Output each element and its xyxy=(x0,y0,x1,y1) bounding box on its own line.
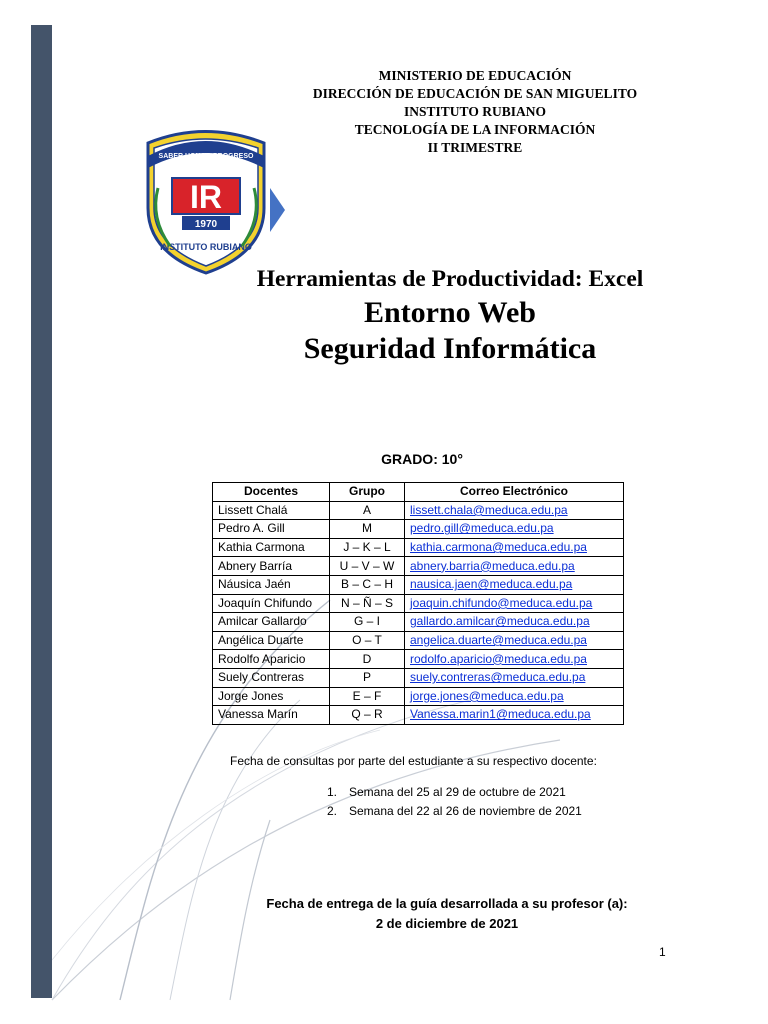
logo-name: INSTITUTO RUBIANO xyxy=(160,242,252,252)
sidebar-stripe xyxy=(31,25,52,998)
teacher-email-link[interactable]: pedro.gill@meduca.edu.pa xyxy=(405,520,624,539)
list-number: 1. xyxy=(327,785,338,799)
grade-label: GRADO: 10° xyxy=(381,451,463,467)
list-number: 2. xyxy=(327,804,338,818)
logo-motto: SABER HONOR PROGRESO xyxy=(158,153,254,160)
header-direction: DIRECCIÓN DE EDUCACIÓN DE SAN MIGUELITO xyxy=(312,86,638,101)
delivery-date: 2 de diciembre de 2021 xyxy=(375,916,519,931)
col-header-docentes: Docentes xyxy=(213,483,330,502)
teacher-email-link[interactable]: joaquin.chifundo@meduca.edu.pa xyxy=(405,594,624,613)
list-item xyxy=(327,802,582,821)
table-row xyxy=(213,613,624,632)
teacher-group: Q – R xyxy=(330,706,405,725)
table-row xyxy=(213,575,624,594)
header-ministry: MINISTERIO DE EDUCACIÓN xyxy=(378,68,572,83)
teacher-group: D xyxy=(330,650,405,669)
table-row xyxy=(213,668,624,687)
delivery-label: Fecha de entrega de la guía desarrollada a su profesor (a): xyxy=(266,896,628,911)
teacher-email-link[interactable]: Vanessa.marin1@meduca.edu.pa xyxy=(405,706,624,725)
teacher-email-link[interactable]: lissett.chala@meduca.edu.pa xyxy=(405,501,624,520)
col-header-grupo: Grupo xyxy=(330,483,405,502)
table-row xyxy=(213,650,624,669)
teacher-name: Suely Contreras xyxy=(213,668,330,687)
table-row xyxy=(213,538,624,557)
teacher-group: B – C – H xyxy=(330,575,405,594)
teacher-group: A xyxy=(330,501,405,520)
list-text: Semana del 25 al 29 de octubre de 2021 xyxy=(349,785,566,799)
institute-logo xyxy=(140,128,290,278)
teacher-name: Lissett Chalá xyxy=(213,501,330,520)
teacher-group: N – Ñ – S xyxy=(330,594,405,613)
header-subject: TECNOLOGÍA DE LA INFORMACIÓN xyxy=(354,122,596,137)
teacher-group: M xyxy=(330,520,405,539)
page-number: 1 xyxy=(659,945,666,959)
title-productivity: Herramientas de Productividad: Excel xyxy=(256,266,644,292)
teacher-email-link[interactable]: jorge.jones@meduca.edu.pa xyxy=(405,687,624,706)
teacher-email-link[interactable]: angelica.duarte@meduca.edu.pa xyxy=(405,631,624,650)
list-text: Semana del 22 al 26 de noviembre de 2021 xyxy=(349,804,582,818)
header-trimester: II TRIMESTRE xyxy=(427,140,523,155)
header-institute: INSTITUTO RUBIANO xyxy=(404,104,546,119)
teacher-group: E – F xyxy=(330,687,405,706)
title-block xyxy=(200,263,700,367)
teacher-email-link[interactable]: nausica.jaen@meduca.edu.pa xyxy=(405,575,624,594)
table-row xyxy=(213,706,624,725)
teacher-email-link[interactable]: kathia.carmona@meduca.edu.pa xyxy=(405,538,624,557)
teacher-group: P xyxy=(330,668,405,687)
table-row xyxy=(213,520,624,539)
table-row xyxy=(213,557,624,576)
teacher-name: Amilcar Gallardo xyxy=(213,613,330,632)
teacher-name: Rodolfo Aparicio xyxy=(213,650,330,669)
logo-initials: IR xyxy=(190,179,222,215)
table-row xyxy=(213,501,624,520)
delivery-notice xyxy=(212,894,682,934)
teacher-name: Angélica Duarte xyxy=(213,631,330,650)
list-item xyxy=(327,783,582,802)
teacher-name: Vanessa Marín xyxy=(213,706,330,725)
teacher-name: Jorge Jones xyxy=(213,687,330,706)
teacher-group: J – K – L xyxy=(330,538,405,557)
teacher-group: U – V – W xyxy=(330,557,405,576)
table-header-row xyxy=(213,483,624,502)
document-header xyxy=(260,67,690,157)
teacher-name: Náusica Jaén xyxy=(213,575,330,594)
teacher-name: Kathia Carmona xyxy=(213,538,330,557)
teacher-name: Abnery Barría xyxy=(213,557,330,576)
teacher-email-link[interactable]: suely.contreras@meduca.edu.pa xyxy=(405,668,624,687)
col-header-correo: Correo Electrónico xyxy=(405,483,624,502)
teacher-email-link[interactable]: gallardo.amilcar@meduca.edu.pa xyxy=(405,613,624,632)
consultation-dates-list xyxy=(327,783,582,821)
logo-year: 1970 xyxy=(194,219,218,230)
teacher-name: Pedro A. Gill xyxy=(213,520,330,539)
title-web: Entorno Web xyxy=(364,296,536,329)
teacher-email-link[interactable]: rodolfo.aparicio@meduca.edu.pa xyxy=(405,650,624,669)
teacher-group: O – T xyxy=(330,631,405,650)
table-row xyxy=(213,687,624,706)
teachers-table xyxy=(212,482,624,725)
teacher-name: Joaquín Chifundo xyxy=(213,594,330,613)
title-security: Seguridad Informática xyxy=(303,332,597,365)
table-row xyxy=(213,631,624,650)
table-row xyxy=(213,594,624,613)
teacher-email-link[interactable]: abnery.barria@meduca.edu.pa xyxy=(405,557,624,576)
consultation-intro: Fecha de consultas por parte del estudiante a su respectivo docente: xyxy=(230,754,597,768)
teacher-group: G – I xyxy=(330,613,405,632)
